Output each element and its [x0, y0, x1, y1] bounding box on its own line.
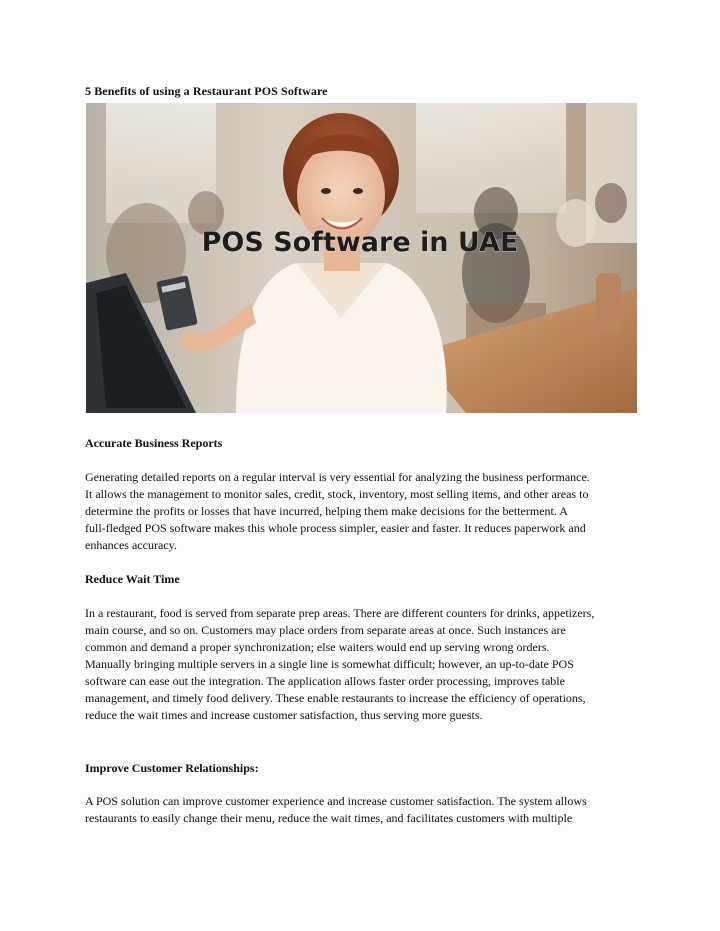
section-paragraph — [85, 469, 645, 554]
paragraph-line: reduce the wait times and increase customer satisfaction, thus serving more guests. — [85, 708, 483, 722]
pos-photo-illustration — [86, 103, 637, 413]
paragraph-line: In a restaurant, food is served from separate prep areas. There are different counters for drinks, appetizers, — [85, 606, 595, 620]
paragraph-line: management, and timely food delivery. These enable restaurants to increase the efficiency of operations, — [85, 691, 586, 705]
section-heading: Improve Customer Relationships: — [85, 761, 259, 775]
paragraph-line: restaurants to easily change their menu, reduce the wait times, and facilitates customers with multiple — [85, 811, 573, 825]
paragraph-line: enhances accuracy. — [85, 538, 177, 552]
hero-overlay-text: POS Software in UAE — [201, 227, 519, 258]
paragraph-line: common and demand a proper synchronization; else waiters would end up serving wrong orders. — [85, 640, 550, 654]
paragraph-line: Manually bringing multiple servers in a single line is somewhat difficult; however, an up-to-date POS — [85, 657, 574, 671]
section-paragraph — [85, 605, 645, 724]
paragraph-line: A POS solution can improve customer experience and increase customer satisfaction. The system allows — [85, 794, 587, 808]
paragraph-line: determine the profits or losses that have incurred, helping them make decisions for the betterment. A — [85, 504, 568, 518]
document-title: 5 Benefits of using a Restaurant POS Software — [85, 84, 328, 98]
paragraph-line: Generating detailed reports on a regular interval is very essential for analyzing the business performance. — [85, 470, 590, 484]
paragraph-line: It allows the management to monitor sales, credit, stock, inventory, most selling items, and other areas to — [85, 487, 589, 501]
paragraph-line: full-fledged POS software makes this whole process simpler, easier and faster. It reduces paperwork and — [85, 521, 586, 535]
paragraph-line: software can ease out the integration. The application allows faster order processing, improves table — [85, 674, 565, 688]
section-heading: Reduce Wait Time — [85, 572, 180, 586]
paragraph-line: main course, and so on. Customers may place orders from separate areas at once. Such instances are — [85, 623, 566, 637]
hero-image — [86, 103, 637, 413]
section-heading: Accurate Business Reports — [85, 436, 223, 450]
section-paragraph — [85, 793, 645, 827]
